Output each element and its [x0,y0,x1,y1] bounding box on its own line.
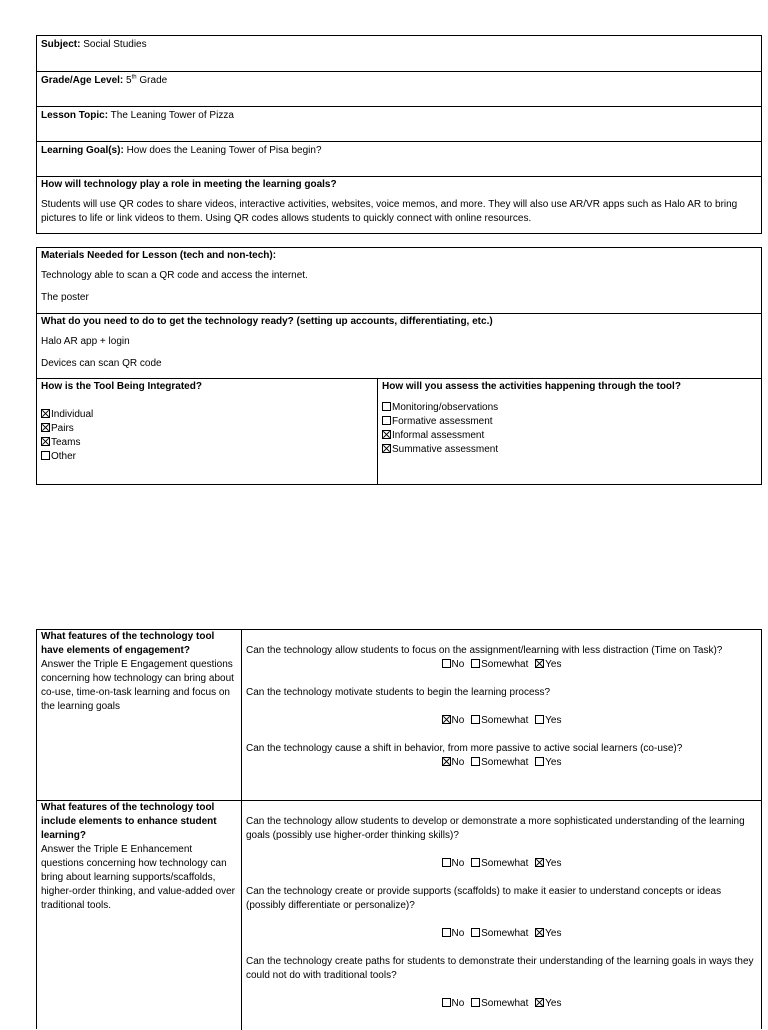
empty-box-icon[interactable] [471,998,480,1007]
enhancement-text: Answer the Triple E Enhancement questions concerning how technology can bring about learning supports/scaffolds, higher-order thinking, and value-added over traditional tools. [41,844,236,911]
grade-number: 5 [126,75,132,86]
ready-row [37,313,761,378]
materials-item: The poster [41,292,89,303]
integrated-option: Teams [41,436,373,450]
answer-choices: No Somewhat Yes [246,857,757,871]
answer-choices: No Somewhat Yes [246,997,757,1011]
lesson-info-table [36,35,762,234]
ready-item: Halo AR app + login [41,336,130,347]
integrated-option: Other [41,450,373,464]
empty-box-icon[interactable] [41,451,50,460]
checked-box-icon[interactable] [535,659,544,668]
empty-box-icon[interactable] [442,928,451,937]
engagement-questions [241,630,761,800]
empty-box-icon[interactable] [471,928,480,937]
empty-box-icon[interactable] [442,858,451,867]
materials-row [37,248,761,313]
tech-role-text: Students will use QR codes to share videos, interactive activities, websites, voice memos, and more. They will also use AR/VR apps such as Halo AR to bring pictures to life or link videos to them. Using QR codes allows students to quickly connect with online resources. [41,199,738,224]
materials-heading: Materials Needed for Lesson (tech and non-tech): [41,250,277,261]
checked-box-icon[interactable] [41,437,50,446]
answer-choices: No Somewhat Yes [246,714,757,728]
empty-box-icon[interactable] [442,659,451,668]
checked-box-icon[interactable] [442,715,451,724]
goal-row [37,141,761,176]
ready-heading: What do you need to do to get the technology ready? (setting up accounts, differentiating, etc.) [41,316,493,327]
subject-row [37,36,761,71]
checked-box-icon[interactable] [442,757,451,766]
grade-word: Grade [139,75,168,86]
question-text: Can the technology allow students to focus on the assignment/learning with less distraction (Time on Task)? [246,645,723,656]
enhancement-questions [241,801,761,1030]
materials-table [36,247,762,485]
triple-e-table [36,629,762,1029]
enhancement-prompt [37,801,241,1030]
checked-box-icon[interactable] [535,858,544,867]
empty-box-icon[interactable] [471,659,480,668]
checked-box-icon[interactable] [382,430,391,439]
grade-label: Grade/Age Level: [41,75,124,86]
question-text: Can the technology cause a shift in behavior, from more passive to active social learners (co-use)? [246,743,683,754]
empty-box-icon[interactable] [382,416,391,425]
empty-box-icon[interactable] [471,715,480,724]
answer-choices: No Somewhat Yes [246,927,757,941]
assess-option: Monitoring/observations [382,401,757,415]
engagement-prompt [37,630,241,800]
goal-value: How does the Leaning Tower of Pisa begin? [126,145,322,156]
question-text: Can the technology motivate students to begin the learning process? [246,687,551,698]
answer-choices: No Somewhat Yes [246,756,757,770]
checked-box-icon[interactable] [535,928,544,937]
assess-option: Formative assessment [382,415,757,429]
integrated-heading: How is the Tool Being Integrated? [41,381,202,392]
checked-box-icon[interactable] [41,409,50,418]
tech-role-row [37,176,761,233]
integrated-option: Pairs [41,422,373,436]
topic-value: The Leaning Tower of Pizza [110,110,234,121]
question-text: Can the technology create or provide supports (scaffolds) to make it easier to understand concepts or ideas (possibly differentiate or personalize)? [246,886,722,911]
enhancement-heading: What features of the technology tool include elements to enhance student learning? [41,802,217,841]
answer-choices: No Somewhat Yes [246,658,757,672]
grade-row [37,71,761,106]
engagement-heading: What features of the technology tool have elements of engagement? [41,631,215,656]
checked-box-icon[interactable] [41,423,50,432]
empty-box-icon[interactable] [471,858,480,867]
materials-item: Technology able to scan a QR code and access the internet. [41,270,308,281]
empty-box-icon[interactable] [535,757,544,766]
topic-row [37,106,761,141]
grade-sup: th [131,74,137,81]
engagement-row [37,630,761,800]
enhancement-row [37,800,761,1030]
empty-box-icon[interactable] [471,757,480,766]
ready-item: Devices can scan QR code [41,358,162,369]
integrated-option: Individual [41,408,373,422]
subject-value: Social Studies [83,39,147,50]
assess-option: Summative assessment [382,443,757,457]
subject-label: Subject: [41,39,81,50]
empty-box-icon[interactable] [442,998,451,1007]
goal-label: Learning Goal(s): [41,145,124,156]
assessment-col [377,379,761,484]
tech-role-heading: How will technology play a role in meeting the learning goals? [41,179,337,190]
empty-box-icon[interactable] [535,715,544,724]
empty-box-icon[interactable] [382,402,391,411]
integration-col [37,379,377,484]
assess-heading: How will you assess the activities happening through the tool? [382,381,681,392]
question-text: Can the technology create paths for students to demonstrate their understanding of the learning goals in ways they could not do with traditional tools? [246,956,754,981]
assess-option: Informal assessment [382,429,757,443]
question-text: Can the technology allow students to develop or demonstrate a more sophisticated understanding of the learning goals (possibly use higher-order thinking skills)? [246,816,745,841]
engagement-text: Answer the Triple E Engagement questions concerning how technology can bring about co-use, time-on-task learning and focus on the learning goals [41,659,234,712]
topic-label: Lesson Topic: [41,110,109,121]
checked-box-icon[interactable] [382,444,391,453]
integration-row [37,378,761,484]
checked-box-icon[interactable] [535,998,544,1007]
